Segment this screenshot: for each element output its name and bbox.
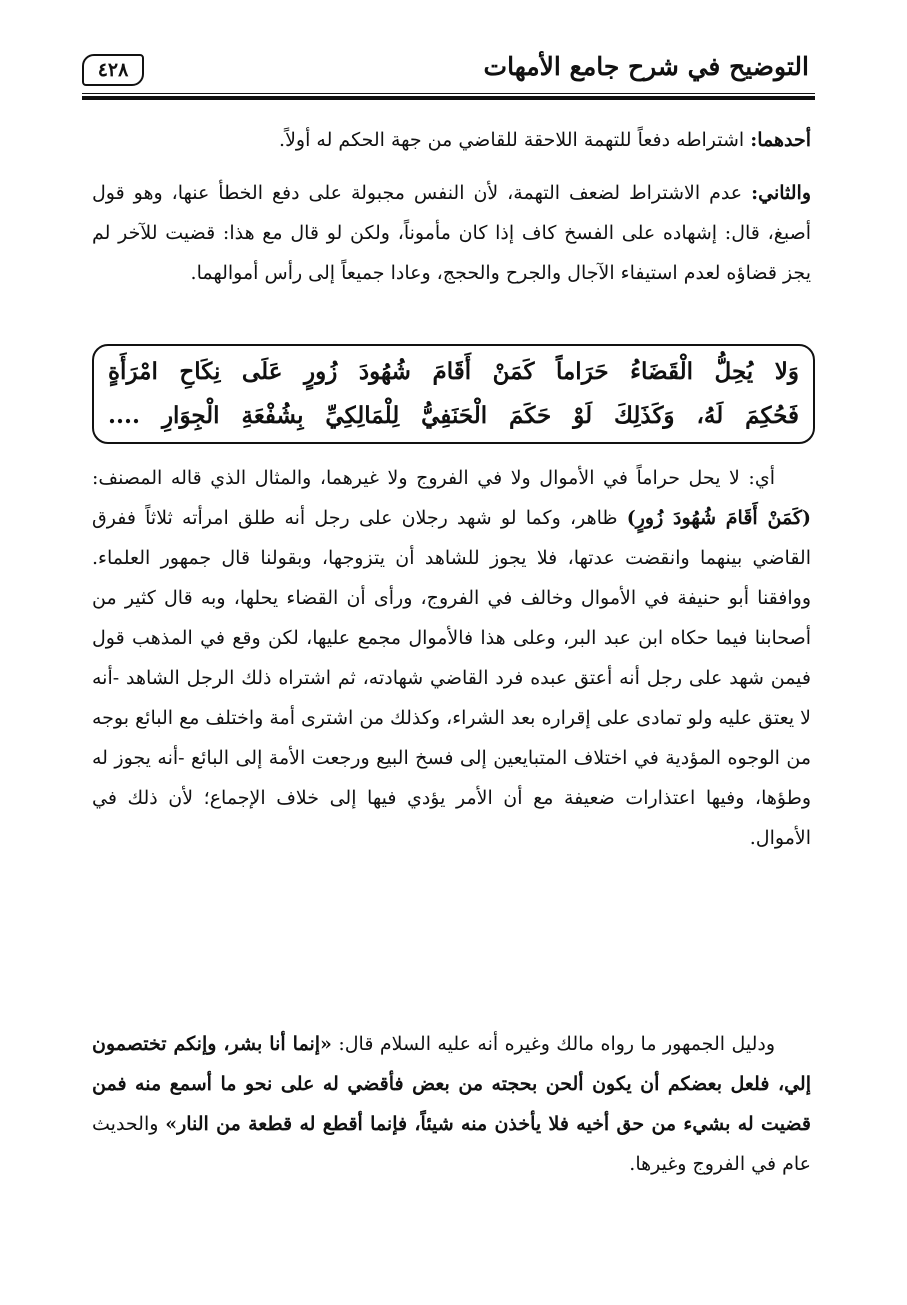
paragraph-text: ودليل الجمهور ما رواه مالك وغيره أنه عليه السلام قال:	[331, 1033, 776, 1055]
paragraph-text: والحديث عام في الفروج وغيرها.	[92, 1113, 811, 1175]
paragraph-lead: أحدهما:	[750, 129, 811, 151]
paragraph-text: ظاهر، وكما لو شهد رجلان على رجل أنه طلق امرأته ثلاثاً ففرق القاضي بينهما وانقضت عدتها، فلا يجوز للشاهد أن يتزوجها، وبقولنا قال جمهور العلماء. ووافقنا أبو حنيفة في الأموال وخالف في الفروج، ورأى أن القضاء يحلها، وبه قال كثير من أصحابنا فيما حكاه ابن عبد البر، وعلى هذا فالأموال مجمع عليها، لكن وقع في المذهب قول فيمن شهد على رجل أنه أعتق عبده فرد القاضي شهادته، ثم اشتراه ذلك الرجل الشاهد -أنه لا يعتق عليه ولو تمادى على إقراره بعد الشراء، وكذلك من اشترى أمة واختلف مع البائع بوجه من الوجوه المؤدية في اختلاف المتبايعين إلى فسخ البيع ورجعت الأمة إلى البائع -أنه يجوز له وطؤها، وفيها اعتذارات ضعيفة مع أن الأمر يؤدي فيها إلى خلاف الإجماع؛ لأن ذلك في الأموال.	[92, 507, 811, 849]
matn-line-1: وَلا يُحِلُّ الْقَضَاءُ حَرَاماً كَمَنْ أَقَامَ شُهُودَ زُورٍ عَلَى نِكَاحِ امْرَأَةٍ	[108, 358, 799, 385]
matn-quote: (كَمَنْ أَقَامَ شُهُودَ زُورٍ)	[626, 507, 811, 529]
paragraph-text: عدم الاشتراط لضعف التهمة، لأن النفس مجبولة على دفع الخطأ عنها، وهو قول أصبغ، قال: إشهاده على الفسخ كاف إذا كان مأموناً، ولكن لو قال مع هذا: قضيت للآخر لم يجز قضاؤه لعدم استيفاء الآجال والجرح والحجج، وعادا جميعاً إلى رأس أموالهما.	[92, 182, 811, 284]
header-rule	[82, 96, 815, 100]
hadith-quote: «إنما أنا بشر، وإنكم تختصمون إلي، فلعل بعضكم أن يكون ألحن بحجته من بعض فأقضي له على نحو ما أسمع منه فمن قضيت له بشيء من حق أخيه فلا يأخذن منه شيئاً، فإنما أقطع له قطعة من النار»	[92, 1033, 811, 1135]
running-title: التوضيح في شرح جامع الأمهات	[483, 52, 809, 81]
paragraph-commentary	[92, 458, 811, 858]
matn-line-2: فَحُكِمَ لَهُ، وَكَذَلِكَ لَوْ حَكَمَ الْحَنَفِيُّ لِلْمَالِكِيِّ بِشُفْعَةِ الْجِوَارِ ....	[108, 402, 799, 429]
paragraph-text: أي: لا يحل حراماً في الأموال ولا في الفروج ولا غيرهما، والمثال الذي قاله المصنف:	[92, 467, 775, 489]
paragraph-first-opinion	[92, 120, 811, 160]
paragraph-lead: والثاني:	[751, 182, 811, 204]
paragraph-second-opinion	[92, 173, 811, 293]
paragraph-text: اشتراطه دفعاً للتهمة اللاحقة للقاضي من جهة الحكم له أولاً.	[279, 129, 751, 151]
page-number: ٤٢٨	[82, 54, 144, 86]
page-header	[82, 48, 815, 100]
paragraph-evidence	[92, 1024, 811, 1184]
header-rule-thin	[82, 93, 815, 94]
matn-box	[92, 344, 815, 444]
